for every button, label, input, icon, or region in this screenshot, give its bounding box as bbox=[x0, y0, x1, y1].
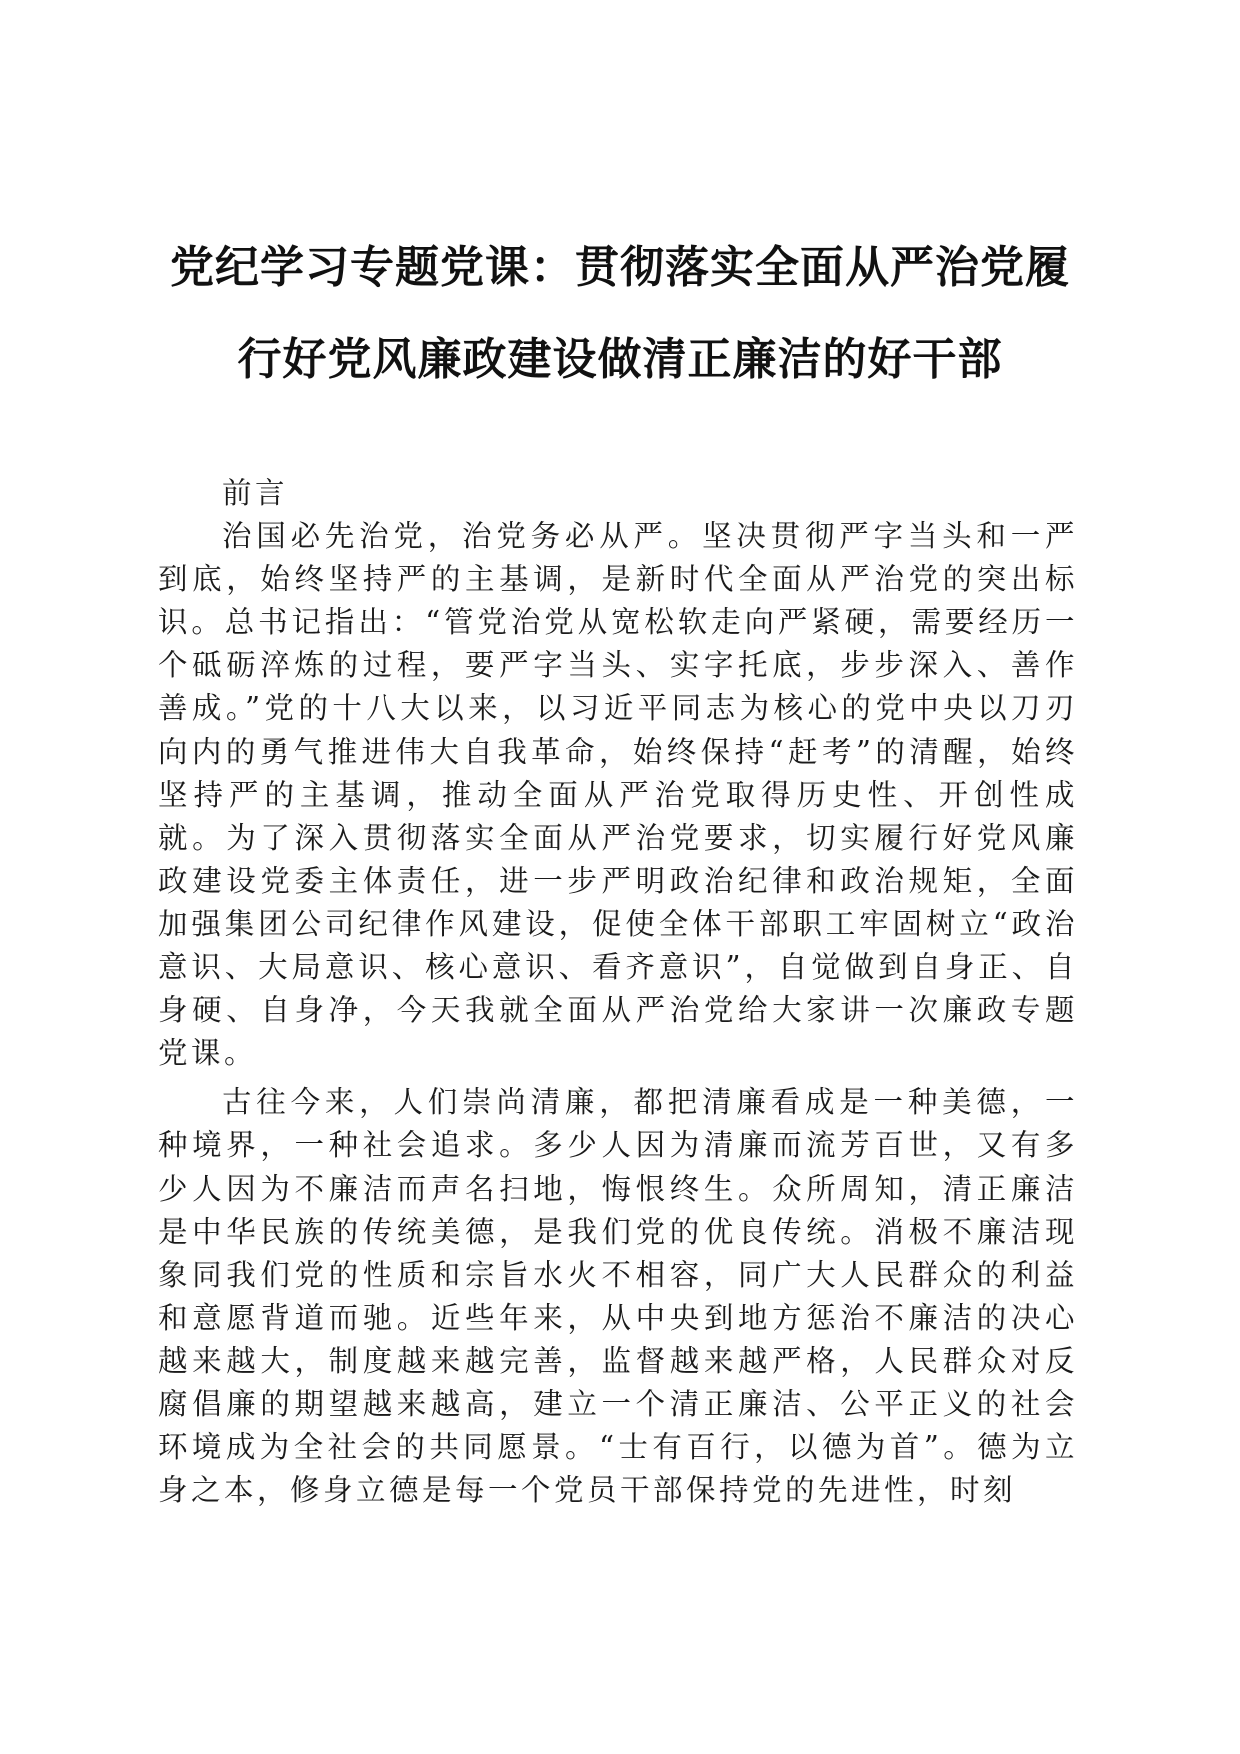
preface-heading: 前言 bbox=[222, 476, 289, 510]
body-paragraph-1: 治国必先治党，治党务必从严。坚决贯彻严字当头和一严到底，始终坚持严的主基调，是新时代全面从严治党的突出标识。总书记指出：“管党治党从宽松软走向严紧硬，需要经历一个砥砺淬炼的过程，要严字当头、实字托底，步步深入、善作善成。”党的十八大以来，以习近平同志为核心的党中央以刀刃向内的勇气推进伟大自我革命，始终保持“赶考”的清醒，始终坚持严的主基调，推动全面从严治党取得历史性、开创性成就。为了深入贯彻落实全面从严治党要求，切实履行好党风廉政建设党委主体责任，进一步严明政治纪律和政治规矩，全面加强集团公司纪律作风建设，促使全体干部职工牢固树立“政治意识、大局意识、核心意识、看齐意识”，自觉做到自身正、自身硬、自身净，今天我就全面从严治党给大家讲一次廉政专题党课。 bbox=[158, 519, 1078, 1071]
title-line-2: 行好党风廉政建设做清正廉洁的好干部 bbox=[237, 334, 1003, 385]
document-body bbox=[158, 472, 1078, 1512]
document-title bbox=[150, 222, 1090, 406]
title-line-1: 党纪学习专题党课：贯彻落实全面从严治党履 bbox=[170, 242, 1070, 293]
body-paragraph-2: 古往今来，人们崇尚清廉，都把清廉看成是一种美德，一种境界，一种社会追求。多少人因为清廉而流芳百世，又有多少人因为不廉洁而声名扫地，悔恨终生。众所周知，清正廉洁是中华民族的传统美德，是我们党的优良传统。消极不廉洁现象同我们党的性质和宗旨水火不相容，同广大人民群众的利益和意愿背道而驰。近些年来，从中央到地方惩治不廉洁的决心越来越大，制度越来越完善，监督越来越严格，人民群众对反腐倡廉的期望越来越高，建立一个清正廉洁、公平正义的社会环境成为全社会的共同愿景。“士有百行，以德为首”。德为立身之本，修身立德是每一个党员干部保持党的先进性，时刻 bbox=[158, 1085, 1078, 1508]
